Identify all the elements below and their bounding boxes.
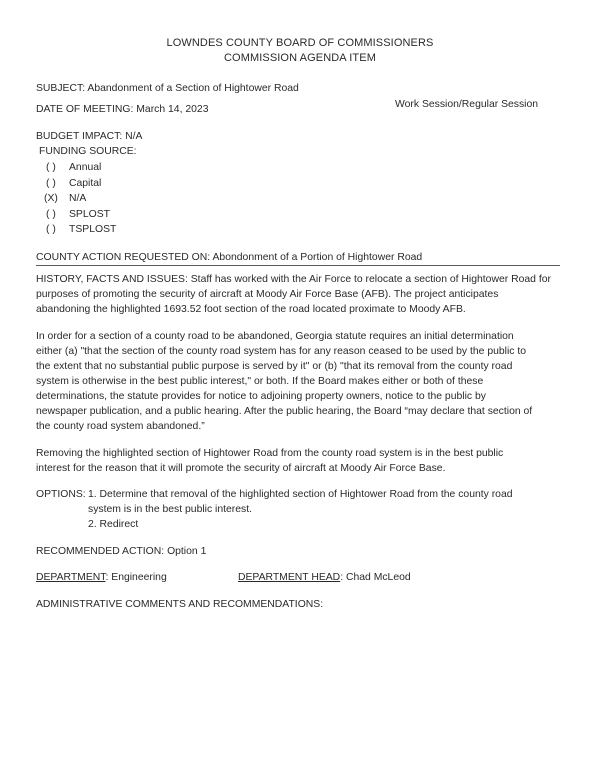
- department-head-value: : Chad McLeod: [340, 572, 411, 583]
- budget-impact-label: BUDGET IMPACT:: [36, 131, 123, 142]
- checkbox-mark: ( ): [46, 162, 56, 173]
- agenda-item-title: COMMISSION AGENDA ITEM: [224, 52, 376, 64]
- funding-option-label: N/A: [69, 193, 87, 204]
- checkbox-mark-checked: (X): [44, 193, 58, 204]
- recommended-action-value: Option 1: [167, 546, 207, 557]
- action-requested-field: [36, 250, 422, 265]
- board-title: LOWNDES COUNTY BOARD OF COMMISSIONERS: [166, 37, 434, 49]
- budget-impact-field: [36, 129, 142, 144]
- paragraph-line: the extent that no substantial public purpose is served by it" or (b) "that its removal from the county road: [36, 361, 513, 372]
- budget-impact-value: N/A: [125, 131, 143, 142]
- funding-option-label: SPLOST: [69, 209, 110, 220]
- option-1-line-2: system is in the best public interest.: [88, 504, 253, 515]
- history-facts-issues: [36, 272, 561, 317]
- paragraph-line: Removing the highlighted section of Hightower Road from the county road system is in the best public: [36, 448, 504, 459]
- option-1-line-1: 1. Determine that removal of the highlighted section of Hightower Road from the county road: [88, 489, 513, 500]
- section-divider: [36, 265, 560, 266]
- funding-source-label: FUNDING SOURCE:: [39, 146, 137, 157]
- statute-paragraph: [36, 329, 561, 434]
- paragraph-line: interest for the reason that it will promote the security of aircraft at Moody Air Force Base.: [36, 463, 446, 474]
- department-value: : Engineering: [105, 572, 167, 583]
- paragraph-line: newspaper publication, and a public hearing. After the public hearing, the Board “may declare that section of: [36, 406, 533, 417]
- funding-option-na: [44, 191, 86, 206]
- options-label: OPTIONS:: [36, 489, 86, 500]
- department-field: [36, 570, 167, 585]
- funding-option-label: Annual: [69, 162, 102, 173]
- recommended-action-field: [36, 544, 206, 559]
- action-requested-value: Abondonment of a Portion of Hightower Road: [212, 252, 423, 263]
- paragraph-line: the county road system abandoned.”: [36, 421, 205, 432]
- session-type: Work Session/Regular Session: [395, 99, 539, 110]
- funding-option-annual: [46, 160, 101, 175]
- funding-option-capital: [46, 176, 101, 191]
- subject-field: [36, 81, 299, 96]
- department-label: DEPARTMENT: [36, 572, 106, 583]
- removal-paragraph: [36, 446, 561, 476]
- paragraph-line: purposes of promoting the security of aircraft at Moody Air Force Base (AFB). The project anticipates: [36, 289, 499, 300]
- paragraph-line: system is otherwise in the best public interest," or both. If the Board makes either or both of these: [36, 376, 484, 387]
- meeting-date-field: [36, 102, 208, 117]
- funding-option-splost: [46, 207, 110, 222]
- funding-option-label: Capital: [69, 178, 102, 189]
- meeting-date-label: DATE OF MEETING:: [36, 104, 134, 115]
- funding-option-tsplost: [46, 222, 116, 237]
- checkbox-mark: ( ): [46, 224, 56, 235]
- funding-option-label: TSPLOST: [69, 224, 117, 235]
- recommended-action-label: RECOMMENDED ACTION:: [36, 546, 165, 557]
- subject-value: Abandonment of a Section of Hightower Road: [87, 83, 299, 94]
- paragraph-line: In order for a section of a county road to be abandoned, Georgia statute requires an initial determination: [36, 331, 514, 342]
- option-2: 2. Redirect: [88, 519, 139, 530]
- paragraph-line: abandoning the highlighted 1693.52 foot section of the road located proximate to Moody AFB.: [36, 304, 466, 315]
- administrative-comments-label: ADMINISTRATIVE COMMENTS AND RECOMMENDATIONS:: [36, 599, 324, 610]
- department-head-field: [238, 570, 411, 585]
- action-requested-label: COUNTY ACTION REQUESTED ON:: [36, 252, 211, 263]
- paragraph-line: HISTORY, FACTS AND ISSUES: Staff has worked with the Air Force to relocate a section of Hightower Road for: [36, 274, 551, 285]
- checkbox-mark: ( ): [46, 178, 56, 189]
- checkbox-mark: ( ): [46, 209, 56, 220]
- paragraph-line: either (a) "that the section of the county road system has for any reason ceased to be used by the public to: [36, 346, 527, 357]
- meeting-date-value: March 14, 2023: [136, 104, 209, 115]
- paragraph-line: determinations, the statute provides for notice to adjoining property owners, notice to the public by: [36, 391, 486, 402]
- subject-label: SUBJECT:: [36, 83, 86, 94]
- department-head-label: DEPARTMENT HEAD: [238, 572, 341, 583]
